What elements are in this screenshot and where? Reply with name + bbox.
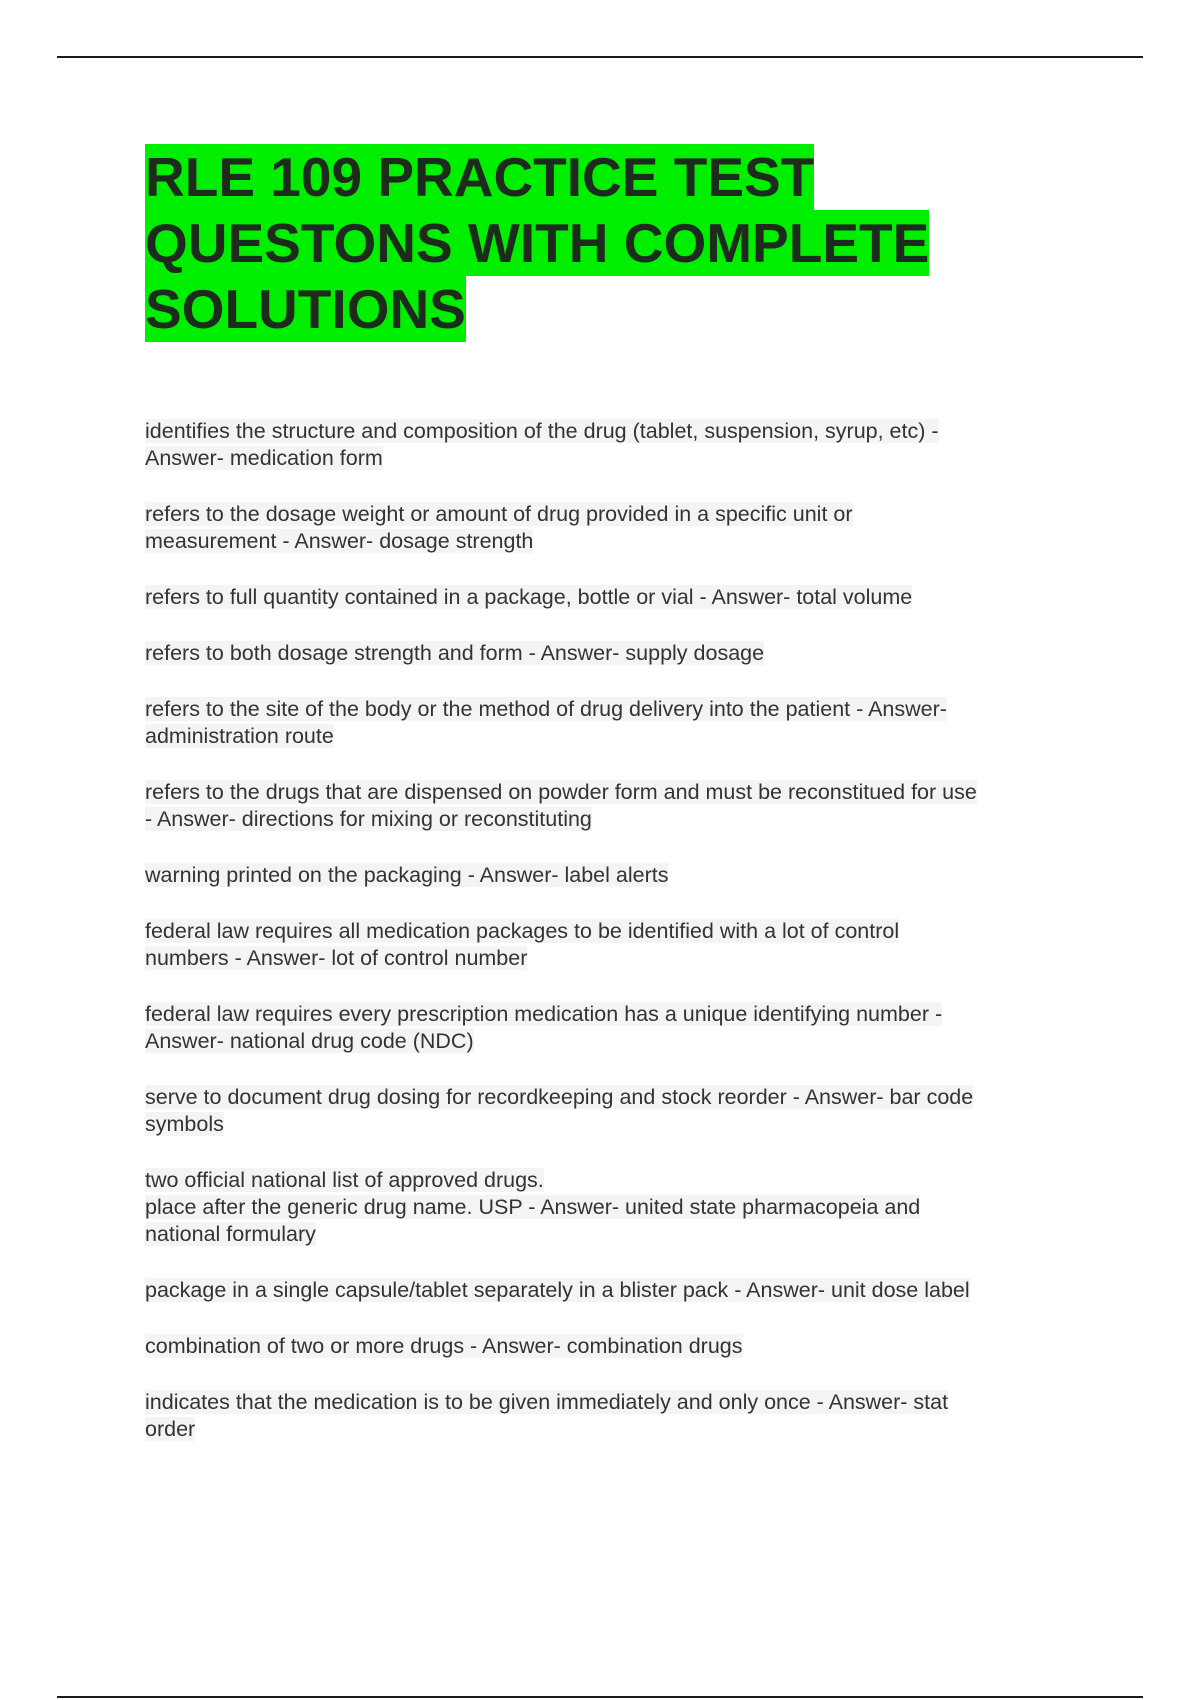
qa-item-text: measurement - Answer- dosage strength (145, 529, 534, 553)
title-line: SOLUTIONS (145, 278, 466, 340)
qa-item-line (145, 862, 1095, 889)
qa-item-text: refers to the drugs that are dispensed on powder form and must be reconstitued for use (145, 780, 977, 804)
title-line: QUESTONS WITH COMPLETE (145, 212, 930, 274)
qa-item-text: administration route (145, 724, 334, 748)
qa-item-text: place after the generic drug name. USP - Answer- united state pharmacopeia and (145, 1195, 921, 1219)
qa-item-text: symbols (145, 1112, 224, 1136)
qa-item-text: serve to document drug dosing for recordkeeping and stock reorder - Answer- bar code (145, 1085, 974, 1109)
qa-item-text: combination of two or more drugs - Answer- combination drugs (145, 1334, 743, 1358)
qa-item-line (145, 584, 1095, 611)
qa-item-line (145, 501, 1095, 528)
qa-item-text: - Answer- directions for mixing or reconstituting (145, 807, 592, 831)
qa-item-line (145, 1111, 1095, 1138)
qa-item-text: identifies the structure and composition of the drug (tablet, suspension, syrup, etc) - (145, 419, 939, 443)
qa-item-line (145, 640, 1095, 667)
qa-item (145, 1277, 1095, 1304)
qa-item (145, 1333, 1095, 1360)
qa-item-line (145, 1333, 1095, 1360)
qa-item (145, 1001, 1095, 1055)
qa-item-line (145, 1028, 1095, 1055)
qa-item-line (145, 1416, 1095, 1443)
qa-item-line (145, 1001, 1095, 1028)
qa-item-line (145, 1167, 1095, 1194)
qa-item-text: refers to both dosage strength and form - Answer- supply dosage (145, 641, 765, 665)
qa-item (145, 779, 1095, 833)
qa-item-line (145, 806, 1095, 833)
qa-item (145, 918, 1095, 972)
qa-item-text: federal law requires every prescription medication has a unique identifying number - (145, 1002, 943, 1026)
qa-item-line (145, 723, 1095, 750)
footer-rule (57, 1696, 1143, 1698)
qa-item (145, 696, 1095, 750)
qa-item-line (145, 1221, 1095, 1248)
qa-item-line (145, 1277, 1095, 1304)
qa-item-line (145, 945, 1095, 972)
qa-item (145, 501, 1095, 555)
qa-item (145, 862, 1095, 889)
qa-item-line (145, 696, 1095, 723)
qa-list (145, 418, 1095, 1472)
qa-item-text: Answer- medication form (145, 446, 383, 470)
qa-item-text: refers to the dosage weight or amount of drug provided in a specific unit or (145, 502, 853, 526)
qa-item-text: warning printed on the packaging - Answer- label alerts (145, 863, 669, 887)
qa-item-text: numbers - Answer- lot of control number (145, 946, 528, 970)
qa-item (145, 1084, 1095, 1138)
qa-item-text: indicates that the medication is to be given immediately and only once - Answer- stat (145, 1390, 949, 1414)
qa-item-line (145, 918, 1095, 945)
qa-item-text: national formulary (145, 1222, 316, 1246)
qa-item (145, 640, 1095, 667)
qa-item-line (145, 779, 1095, 806)
qa-item-text: two official national list of approved drugs. (145, 1168, 544, 1192)
qa-item-line (145, 528, 1095, 555)
qa-item-text: refers to the site of the body or the method of drug delivery into the patient - Answer- (145, 697, 947, 721)
qa-item-text: federal law requires all medication packages to be identified with a lot of control (145, 919, 900, 943)
qa-item-line (145, 1389, 1095, 1416)
qa-item (145, 1389, 1095, 1443)
qa-item-line (145, 1194, 1095, 1221)
qa-item-text: Answer- national drug code (NDC) (145, 1029, 474, 1053)
qa-item-line (145, 418, 1095, 445)
qa-item-text: package in a single capsule/tablet separately in a blister pack - Answer- unit dose label (145, 1278, 970, 1302)
qa-item-line (145, 1084, 1095, 1111)
document-title (145, 144, 1105, 342)
qa-item-text: refers to full quantity contained in a package, bottle or vial - Answer- total volume (145, 585, 913, 609)
qa-item (145, 418, 1095, 472)
header-rule (57, 56, 1143, 58)
title-line: RLE 109 PRACTICE TEST (145, 146, 815, 208)
qa-item (145, 1167, 1095, 1248)
qa-item-line (145, 445, 1095, 472)
qa-item (145, 584, 1095, 611)
qa-item-text: order (145, 1417, 196, 1441)
